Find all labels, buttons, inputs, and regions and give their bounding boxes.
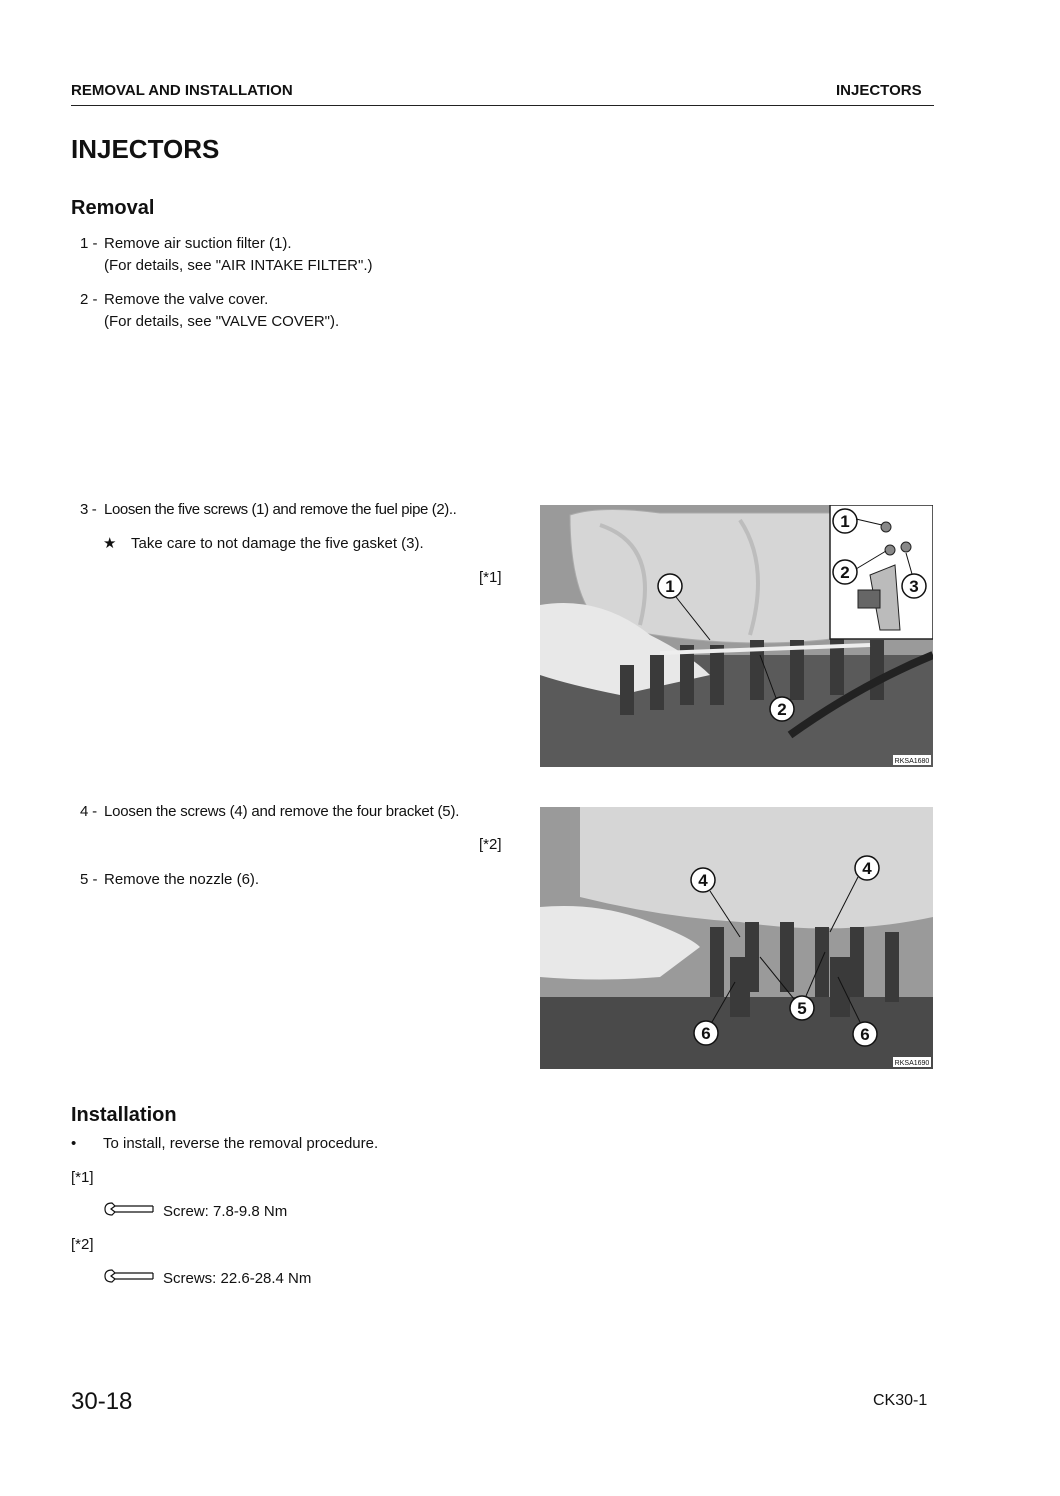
figure-1-inset-callout-2: 2 [840,563,850,582]
torque-1-ref: [*1] [71,1169,94,1186]
wrench-icon [103,1268,155,1288]
header-rule [71,105,934,106]
figure-1-inset-callout-1: 1 [840,512,850,531]
running-header-section: REMOVAL AND INSTALLATION [71,82,293,99]
figure-2-callout-5: 5 [797,999,807,1018]
wrench-icon [103,1201,155,1221]
torque-1-value: Screw: 7.8-9.8 Nm [163,1202,288,1220]
step-2-text: Remove the valve cover. [104,291,269,308]
running-header-topic: INJECTORS [836,82,922,99]
figure-2-callout-6a: 6 [701,1024,711,1043]
figure-1-inset-callout-3: 3 [909,577,919,596]
figure-2-callout-4a: 4 [698,871,708,890]
step-3-note-text: Take care to not damage the five gasket (3). [131,535,424,552]
step-1-number: 1 - [80,235,98,252]
figure-2-callout-4b: 4 [862,859,872,878]
torque-2-value: Screws: 22.6-28.4 Nm [163,1269,312,1287]
figure-1-code: RKSA1680 [894,758,930,765]
step-2-number: 2 - [80,291,98,308]
step-3-ref: [*1] [479,569,502,586]
page-number: 30-18 [71,1388,133,1415]
figure-nozzle-photo [540,807,933,1069]
figure-1-callout-1: 1 [665,577,675,596]
step-5-text: Remove the nozzle (6). [104,871,260,888]
step-3-text: Loosen the five screws (1) and remove the fuel pipe (2).. [104,501,457,518]
step-2-detail: (For details, see "VALVE COVER"). [104,313,340,330]
step-4-text: Loosen the screws (4) and remove the four bracket (5). [104,803,460,820]
installation-text: To install, reverse the removal procedure. [103,1135,379,1152]
figure-fuel-pipe-photo [540,505,933,767]
figure-2-callout-6b: 6 [860,1025,870,1044]
step-5 [80,869,259,891]
removal-heading: Removal [71,197,155,219]
document-code: CK30-1 [873,1392,928,1409]
step-3 [80,499,456,521]
torque-1 [103,1201,287,1221]
step-3-number: 3 - [80,501,97,518]
figure-2-code: RKSA1690 [894,1060,930,1067]
step-1-text: Remove air suction filter (1). [104,235,292,252]
torque-2 [103,1268,311,1288]
installation-bullet-item [71,1133,378,1155]
page-title: INJECTORS [71,134,220,164]
step-4-number: 4 - [80,803,97,820]
torque-2-ref: [*2] [71,1236,94,1253]
figure-1-callout-2: 2 [777,700,787,719]
installation-heading: Installation [71,1104,177,1126]
step-2 [80,289,339,333]
step-1 [80,233,372,277]
star-icon: ★ [103,535,117,552]
step-4 [80,801,459,823]
bullet-icon: • [71,1135,77,1152]
step-3-note [103,533,424,555]
step-1-detail: (For details, see "AIR INTAKE FILTER".) [104,257,373,274]
step-4-ref: [*2] [479,836,502,853]
step-5-number: 5 - [80,871,98,888]
